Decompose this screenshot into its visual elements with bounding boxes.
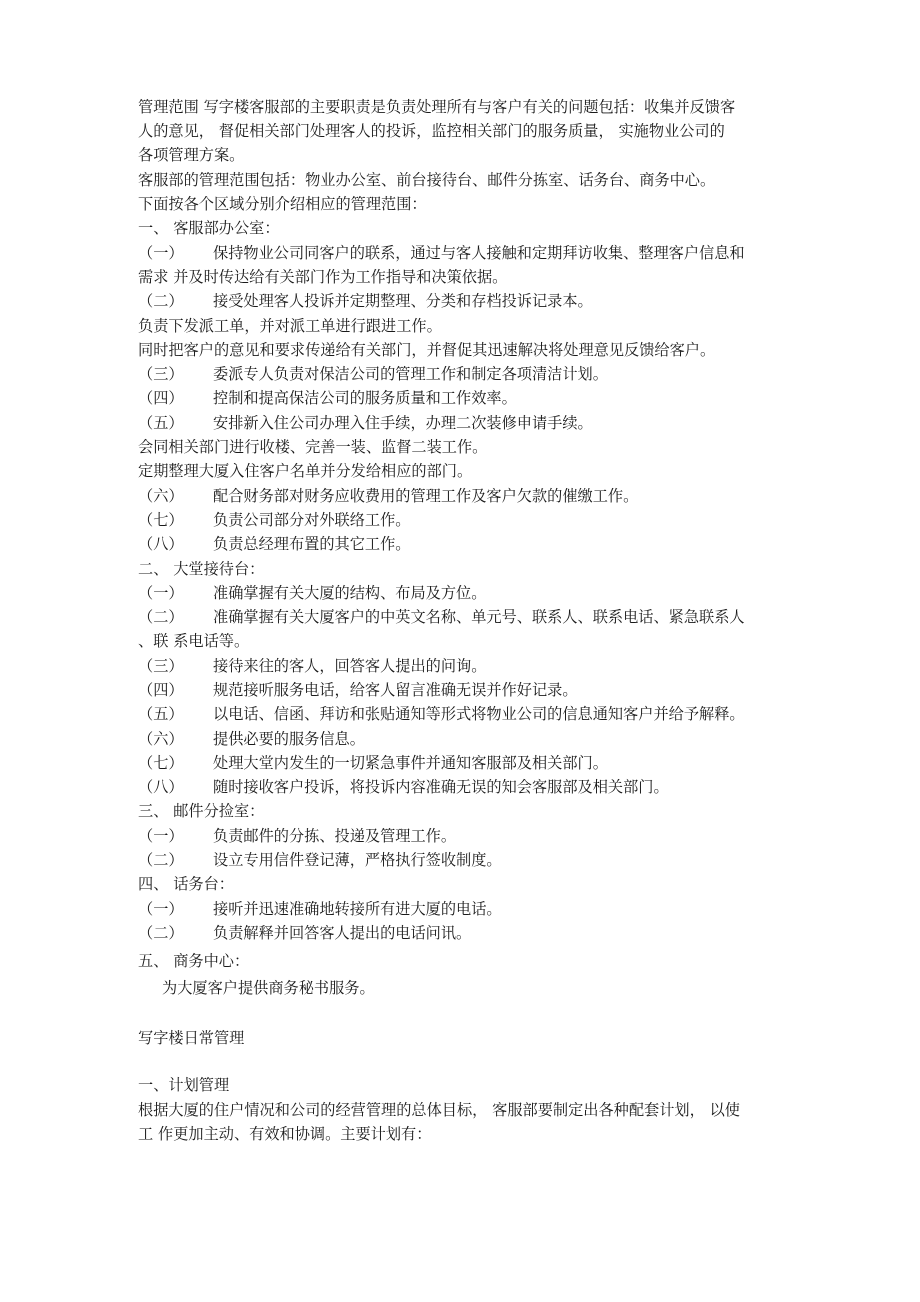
item-number: （四）: [138, 681, 184, 699]
section5-heading: 五、 商务中心：: [138, 952, 250, 970]
item-text: 负责公司部分对外联络工作。: [213, 511, 411, 529]
item-number: （二）: [138, 924, 184, 942]
intro-line-5: 下面按各个区域分别介绍相应的管理范围：: [138, 195, 427, 213]
item-text: 提供必要的服务信息。: [213, 730, 365, 748]
item-text: 接听并迅速准确地转接所有进大厦的电话。: [213, 900, 502, 918]
item-text: 准确掌握有关大厦客户的中英文名称、单元号、联系人、联系电话、紧急联系人: [213, 608, 745, 626]
item-number: （一）: [138, 900, 184, 918]
section1-item-6: [138, 486, 798, 506]
section1-item-5: [138, 413, 798, 433]
item-number: （七）: [138, 754, 184, 772]
section1-item-7: [138, 510, 798, 530]
intro-line-1: 管理范围 写字楼客服部的主要职责是负责处理所有与客户有关的问题包括：收集并反馈客: [138, 98, 736, 116]
item-text: 随时接收客户投诉，将投诉内容准确无误的知会客服部及相关部门。: [213, 778, 669, 796]
item-number: （一）: [138, 827, 184, 845]
section2-item-3: [138, 656, 798, 676]
item-text: 以电话、信函、拜访和张贴通知等形式将物业公司的信息通知客户并给予解释。: [213, 705, 745, 723]
item-number: （二）: [138, 608, 184, 626]
item-number: （五）: [138, 414, 184, 432]
item-text: 接受处理客人投诉并定期整理、分类和存档投诉记录本。: [213, 292, 593, 310]
section1-item-8: [138, 534, 798, 554]
item-text: 规范接听服务电话，给客人留言准确无误并作好记录。: [213, 681, 578, 699]
intro-line-2: 人的意见， 督促相关部门处理客人的投诉，监控相关部门的服务质量， 实施物业公司的: [138, 122, 725, 140]
section5-text: 为大厦客户提供商务秘书服务。: [162, 979, 375, 997]
section2-item-2: [138, 607, 798, 627]
item-text: 准确掌握有关大厦的结构、布局及方位。: [213, 584, 487, 602]
item-number: （二）: [138, 292, 184, 310]
intro-line-4: 客服部的管理范围包括：物业办公室、前台接待台、邮件分拣室、话务台、商务中心。: [138, 171, 716, 189]
item-number: （一）: [138, 244, 184, 262]
item-text: 负责邮件的分拣、投递及管理工作。: [213, 827, 456, 845]
section2-item-1: [138, 583, 798, 603]
section3-heading: 三、 邮件分捡室：: [138, 802, 265, 820]
item-number: （五）: [138, 705, 184, 723]
item-text: 接待来往的客人，回答客人提出的问询。: [213, 657, 487, 675]
item-number: （六）: [138, 730, 184, 748]
section2-item-2-cont: 、联 系电话等。: [138, 632, 250, 650]
section2-item-5: [138, 704, 798, 724]
item-number: （七）: [138, 511, 184, 529]
section2-item-6: [138, 729, 798, 749]
section1-heading: 一、 客服部办公室：: [138, 219, 280, 237]
section1-item-1: [138, 243, 798, 263]
part2-subheading: 一、计划管理: [138, 1076, 230, 1094]
item-number: （六）: [138, 487, 184, 505]
section1-para-1: 负责下发派工单，并对派工单进行跟进工作。: [138, 317, 442, 335]
section1-item-1-cont: 需求 并及时传达给有关部门作为工作指导和决策依据。: [138, 268, 508, 286]
item-text: 控制和提高保洁公司的服务质量和工作效率。: [213, 389, 517, 407]
section4-item-2: [138, 923, 798, 943]
item-text: 配合财务部对财务应收费用的管理工作及客户欠款的催缴工作。: [213, 487, 639, 505]
intro-line-3: 各项管理方案。: [138, 146, 245, 164]
section1-para-4: 定期整理大厦入住客户名单并分发给相应的部门。: [138, 462, 473, 480]
item-text: 保持物业公司同客户的联系，通过与客人接触和定期拜访收集、整理客户信息和: [213, 244, 745, 262]
section2-item-8: [138, 777, 798, 797]
section3-item-2: [138, 850, 798, 870]
item-text: 委派专人负责对保洁公司的管理工作和制定各项清洁计划。: [213, 365, 608, 383]
section2-heading: 二、 大堂接待台：: [138, 560, 265, 578]
item-number: （四）: [138, 389, 184, 407]
section3-item-1: [138, 826, 798, 846]
part2-line-1: 根据大厦的住户情况和公司的经营管理的总体目标， 客服部要制定出各种配套计划， 以使: [138, 1101, 740, 1119]
section1-item-3: [138, 364, 798, 384]
item-text: 安排新入住公司办理入住手续，办理二次装修申请手续。: [213, 414, 593, 432]
section1-item-2: [138, 291, 798, 311]
item-number: （一）: [138, 584, 184, 602]
item-text: 处理大堂内发生的一切紧急事件并通知客服部及相关部门。: [213, 754, 608, 772]
item-text: 负责总经理布置的其它工作。: [213, 535, 411, 553]
item-number: （八）: [138, 778, 184, 796]
part2-title: 写字楼日常管理: [138, 1029, 245, 1047]
section1-para-3: 会同相关部门进行收楼、完善一装、监督二装工作。: [138, 438, 488, 456]
item-number: （三）: [138, 365, 184, 383]
section1-para-2: 同时把客户的意见和要求传递给有关部门，并督促其迅速解决将处理意见反馈给客户。: [138, 341, 716, 359]
section4-item-1: [138, 899, 798, 919]
section1-item-4: [138, 388, 798, 408]
item-number: （二）: [138, 851, 184, 869]
part2-line-2: 工 作更加主动、有效和协调。主要计划有：: [138, 1125, 432, 1143]
section2-item-4: [138, 680, 798, 700]
section4-heading: 四、 话务台：: [138, 875, 234, 893]
item-text: 负责解释并回答客人提出的电话问讯。: [213, 924, 472, 942]
item-number: （八）: [138, 535, 184, 553]
section2-item-7: [138, 753, 798, 773]
item-text: 设立专用信件登记薄，严格执行签收制度。: [213, 851, 502, 869]
item-number: （三）: [138, 657, 184, 675]
